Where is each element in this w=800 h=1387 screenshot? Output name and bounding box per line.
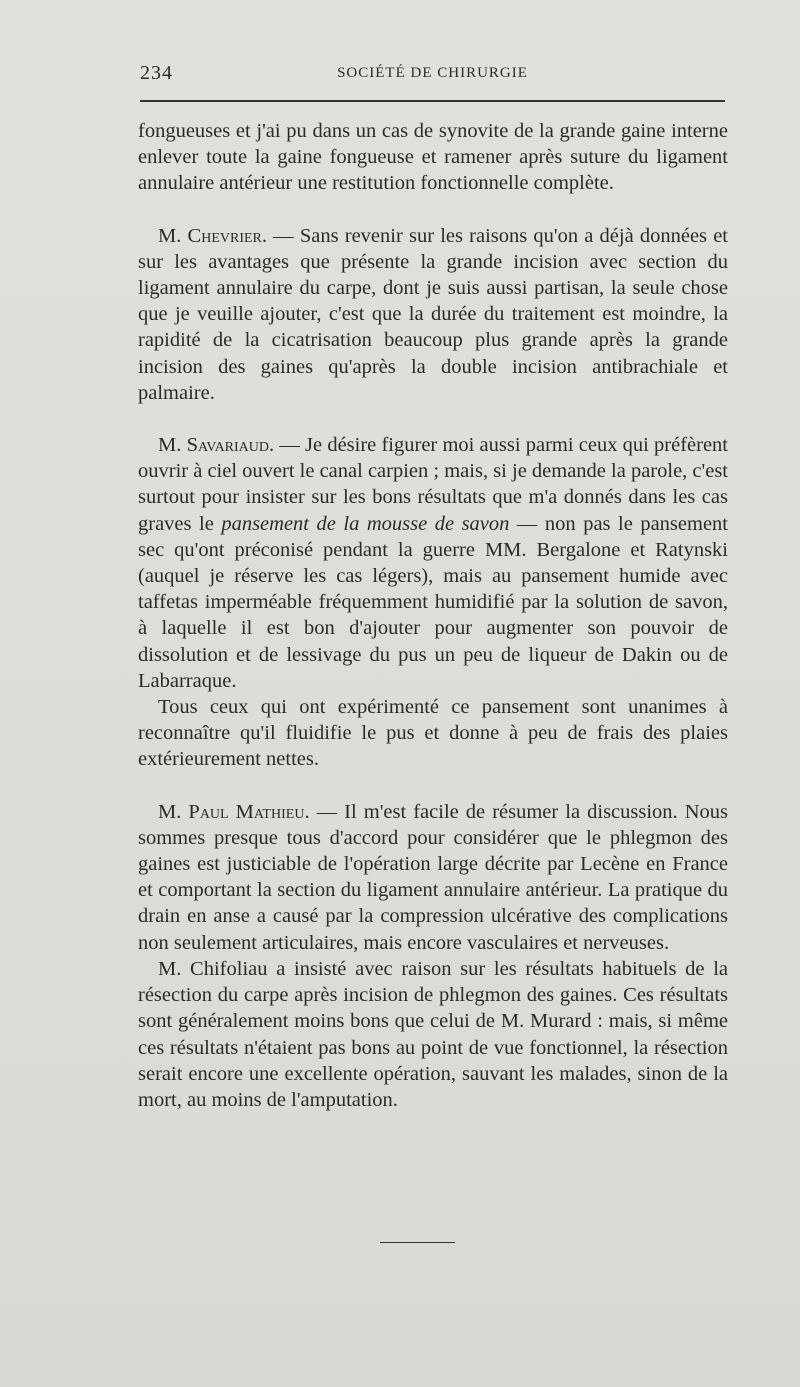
paragraph-p4 (138, 694, 728, 773)
text-run: — non pas le pansement sec qu'ont préconisé pendant la guerre MM. Bergalone et Ratynski (auquel je réserve les cas légers), mais au pansement humide avec taffetas imperméable fréquemment humidifié par la solution de savon, à laquelle il est bon d'ajouter pour augmenter son pouvoir de dissolution et de lessivage du pus un peu de liqueur de Dakin ou de Labarraque. (138, 512, 729, 692)
text-run: M. Chifoliau a insisté avec raison sur les résultats habituels de la résection du carpe après incision de phlegmon des gaines. Ces résultats sont généralement moins bons que celui de M. Murard : mais, si même ces résultats n'étaient pas bons au point de vue fonctionnel, la résection serait encore une excellente opération, sauvant les malades, sinon de la mort, au moins de l'amputation. (138, 957, 728, 1111)
end-rule (380, 1242, 455, 1243)
speaker-name: Paul Mathieu (188, 800, 305, 823)
speaker-name: Savariaud (186, 434, 270, 457)
text-run: . — Il m'est facile de résumer la discussion. Nous sommes presque tous d'accord pour considérer que le phlegmon des gaines est justiciable de l'opération large décrite par Lecène en France et comportant la section du ligament annulaire antérieur. La pratique du drain en anse a causé par la compression ulcérative des complications non seulement articulaires, mais encore vasculaires et nerveuses. (138, 800, 729, 954)
paragraph-p3 (138, 432, 728, 694)
paragraph-gap (138, 773, 728, 799)
paragraph-p5 (138, 799, 728, 956)
speaker-name: Chevrier (187, 224, 262, 247)
body-text (138, 118, 728, 1113)
text-run: . — Sans revenir sur les raisons qu'on a déjà données et sur les avantages que présente la grande incision avec section du ligament annulaire du carpe, dont je suis aussi partisan, la seule chose que je veuille ajouter, c'est que la durée du traitement est moindre, la rapidité de la cicatrisation beaucoup plus grande après la grande incision des gaines qu'après la double incision antibrachiale et palmaire. (138, 224, 728, 404)
paragraph-gap (138, 197, 728, 223)
paragraph-p6 (138, 956, 728, 1113)
text-run: M. (158, 224, 188, 247)
page-header (140, 62, 725, 90)
page-number: 234 (140, 62, 173, 84)
text-run: M. (158, 434, 187, 457)
italic-term: pansement de la mousse de savon (221, 512, 510, 535)
text-run: fongueuses et j'ai pu dans un cas de synovite de la grande gaine interne enlever toute la gaine fongueuse et ramener après suture du ligament annulaire antérieur une restitution fonctionnelle complète. (138, 120, 728, 195)
text-run: . — Je désire figurer moi aussi parmi ceux qui préfèrent ouvrir à ciel ouvert le canal carpien ; mais, si je demande la parole, c'est surtout pour insister sur les bons résultats que m'a donnés dans les cas graves le (138, 434, 729, 535)
header-rule (140, 100, 725, 102)
text-run: Tous ceux qui ont expérimenté ce pansement sont unanimes à reconnaître qu'il fluidifie le pus et donne à peu de frais des plaies extérieurement nettes. (138, 696, 728, 771)
paragraph-gap (138, 406, 728, 432)
paragraph-p1 (138, 118, 728, 197)
text-run: M. (158, 800, 189, 823)
paragraph-p2 (138, 223, 728, 406)
running-head: SOCIÉTÉ DE CHIRURGIE (337, 65, 528, 81)
